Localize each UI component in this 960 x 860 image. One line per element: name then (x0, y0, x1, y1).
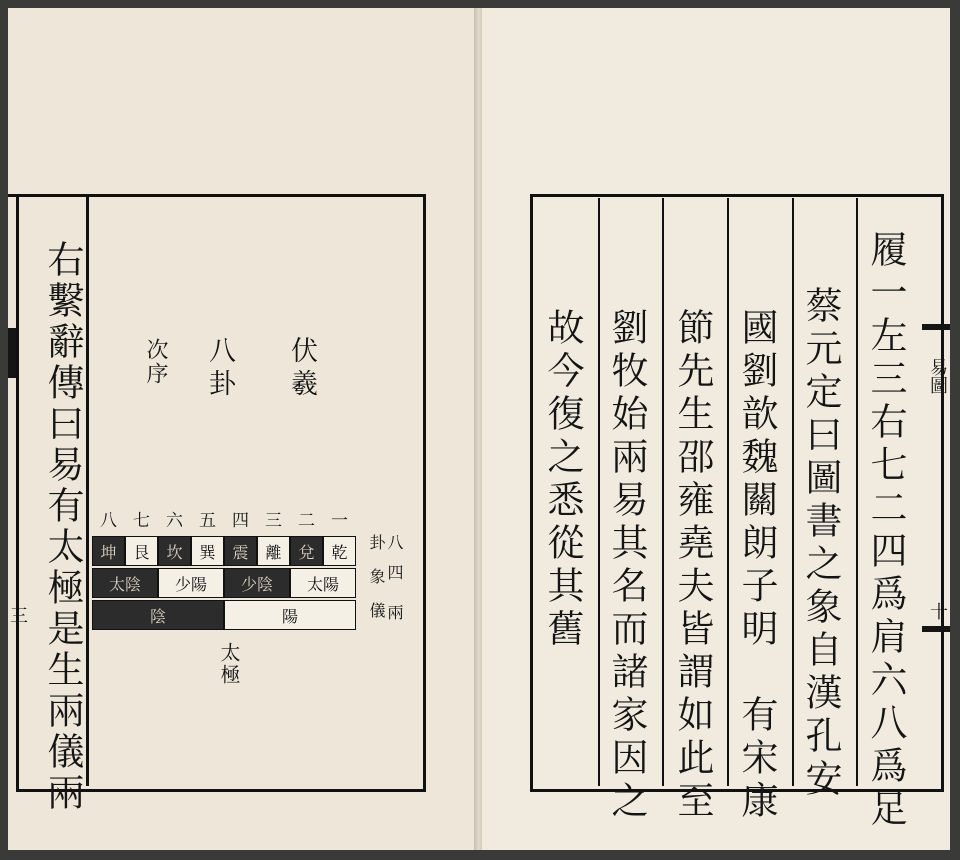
sidebar-text: 右繫辭傳曰易有太極是生兩儀兩 (41, 240, 84, 814)
edge-tab (8, 328, 16, 378)
margin-mark: 三 (7, 606, 28, 624)
trigram-cell: 坤 (92, 536, 125, 566)
column-divider (662, 198, 664, 786)
sidebar-divider (86, 197, 89, 786)
trigram-cell: 巽 (191, 536, 224, 566)
number-label: 四 (232, 510, 249, 531)
text-column: 國劉歆魏關朗子明 有宋康 (735, 308, 778, 824)
trigram-row (92, 536, 356, 566)
number-label: 五 (199, 510, 216, 531)
two-mode-bar: 陰 (92, 600, 224, 630)
title-cixu: 次序 (143, 338, 168, 386)
right-page (482, 8, 950, 850)
number-label: 一 (331, 510, 348, 531)
number-label: 八 (100, 510, 117, 531)
row-label: 象 (367, 568, 386, 584)
left-page (8, 8, 478, 850)
number-row (92, 505, 356, 531)
row-label: 四 (385, 564, 404, 580)
trigram-cell: 坎 (158, 536, 191, 566)
text-column: 節先生邵雍堯夫皆謂如此至 (671, 308, 714, 824)
four-symbol-bar: 少陽 (158, 568, 224, 598)
four-symbol-bar: 太陽 (290, 568, 356, 598)
text-column: 劉牧始兩易其名而諸家因之 (605, 308, 648, 824)
number-label: 二 (298, 510, 315, 531)
row-label: 儀 (367, 602, 386, 618)
number-label: 三 (265, 510, 282, 531)
column-divider (598, 198, 600, 786)
margin-title: 易圖 (927, 358, 948, 394)
trigram-cell: 離 (257, 536, 290, 566)
edge-tab (922, 626, 950, 632)
four-symbol-bar: 太陰 (92, 568, 158, 598)
trigram-cell: 震 (224, 536, 257, 566)
trigram-cell: 艮 (125, 536, 158, 566)
row-label: 八 (385, 534, 404, 550)
column-divider (792, 198, 794, 786)
taiji-label: 太極 (217, 642, 241, 686)
text-column: 故今復之悉從其舊 (541, 308, 584, 652)
trigram-cell: 兌 (290, 536, 323, 566)
trigram-cell: 乾 (323, 536, 356, 566)
title-fuxi: 伏羲 (286, 336, 317, 402)
row-label: 卦 (367, 534, 386, 550)
number-label: 七 (133, 510, 150, 531)
number-label: 六 (166, 510, 183, 531)
text-column: 履一左三右七二四爲肩六八爲足 (864, 230, 907, 832)
margin-number: 十 (927, 602, 948, 620)
frame-stub (8, 194, 20, 197)
edge-tab (922, 324, 950, 330)
row-label: 兩 (385, 604, 404, 620)
title-bagua: 八卦 (204, 336, 235, 402)
four-symbol-bar: 少陰 (224, 568, 290, 598)
text-column: 蔡元定曰圖書之象自漢孔安 (799, 286, 842, 802)
two-mode-bar: 陽 (224, 600, 356, 630)
column-divider (727, 198, 729, 786)
column-divider (856, 198, 858, 786)
